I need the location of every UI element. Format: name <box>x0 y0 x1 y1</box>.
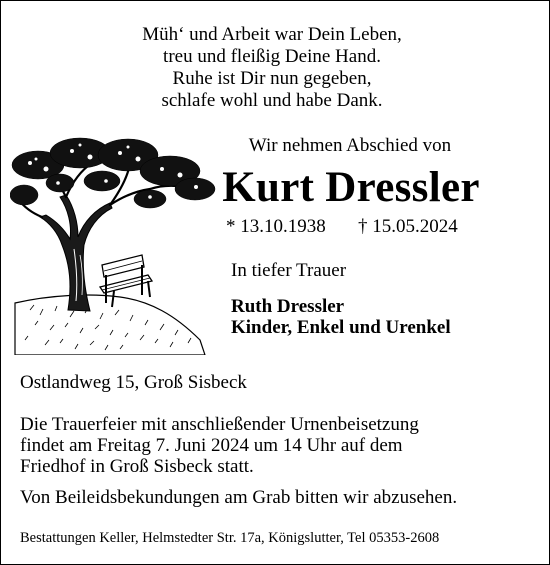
family-line-2: Kinder, Enkel und Urenkel <box>231 317 451 338</box>
tree-with-bench-illustration <box>10 125 220 355</box>
service-line-3: Friedhof in Groß Sisbeck statt. <box>20 456 254 477</box>
verse-line-3: Ruhe ist Dir nun gegeben, <box>172 68 372 89</box>
condolence-note: Von Beileidsbekundungen am Grab bitten wir abzusehen. <box>20 487 458 508</box>
farewell-heading: Wir nehmen Abschied von <box>248 135 452 156</box>
family-names <box>231 296 451 338</box>
verse-line-4: schlafe wohl und habe Dank. <box>161 90 383 111</box>
deceased-name: Kurt Dressler <box>222 164 480 211</box>
birth-date: * 13.10.1938 <box>226 216 326 237</box>
mourning-label: In tiefer Trauer <box>231 260 347 281</box>
undertaker-info: Bestattungen Keller, Helmstedter Str. 17a, Königslutter, Tel 05353-2608 <box>20 530 440 546</box>
verse-line-2: treu und fleißig Deine Hand. <box>163 46 381 67</box>
family-address: Ostlandweg 15, Groß Sisbeck <box>20 372 247 393</box>
verse-line-1: Müh‘ und Arbeit war Dein Leben, <box>142 24 402 45</box>
service-line-2: findet am Freitag 7. Juni 2024 um 14 Uhr auf dem <box>20 435 403 456</box>
family-line-1: Ruth Dressler <box>231 296 345 317</box>
service-line-1: Die Trauerfeier mit anschließender Urnenbeisetzung <box>20 414 419 435</box>
funeral-service-info <box>20 414 419 477</box>
death-date: † 15.05.2024 <box>358 216 458 237</box>
memorial-verse <box>60 24 484 112</box>
